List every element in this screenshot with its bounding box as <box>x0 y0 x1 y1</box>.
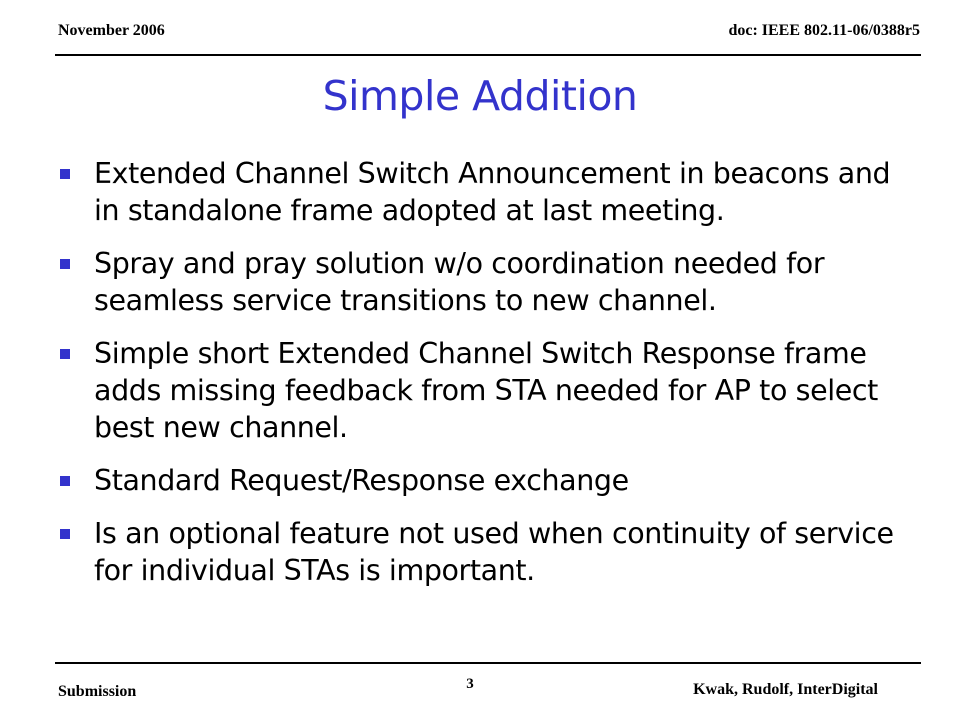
bullet-text: Standard Request/Response exchange <box>94 464 629 497</box>
bullet-list <box>60 155 920 605</box>
bullet-item <box>60 462 920 499</box>
bullet-text: Spray and pray solution w/o coordination needed for seamless service transitions to new channel. <box>94 247 825 317</box>
header-divider <box>55 54 921 56</box>
bullet-item <box>60 155 920 229</box>
slide-title: Simple Addition <box>322 72 638 120</box>
square-bullet-icon <box>60 349 70 359</box>
footer-submission: Submission <box>58 683 137 700</box>
footer-divider <box>55 662 921 664</box>
bullet-text: Simple short Extended Channel Switch Response frame adds missing feedback from STA needed for AP to select best new channel. <box>94 337 878 444</box>
footer-authors: Kwak, Rudolf, InterDigital <box>693 681 878 698</box>
square-bullet-icon <box>60 169 70 179</box>
bullet-item <box>60 335 920 446</box>
header-date: November 2006 <box>58 22 165 39</box>
bullet-item <box>60 515 920 589</box>
bullet-text: Is an optional feature not used when continuity of service for individual STAs is important. <box>94 517 894 587</box>
header-doc-id: doc: IEEE 802.11-06/0388r5 <box>728 22 920 39</box>
square-bullet-icon <box>60 529 70 539</box>
bullet-text: Extended Channel Switch Announcement in beacons and in standalone frame adopted at last meeting. <box>94 157 891 227</box>
square-bullet-icon <box>60 476 70 486</box>
page-number: 3 <box>466 676 474 692</box>
square-bullet-icon <box>60 259 70 269</box>
bullet-item <box>60 245 920 319</box>
